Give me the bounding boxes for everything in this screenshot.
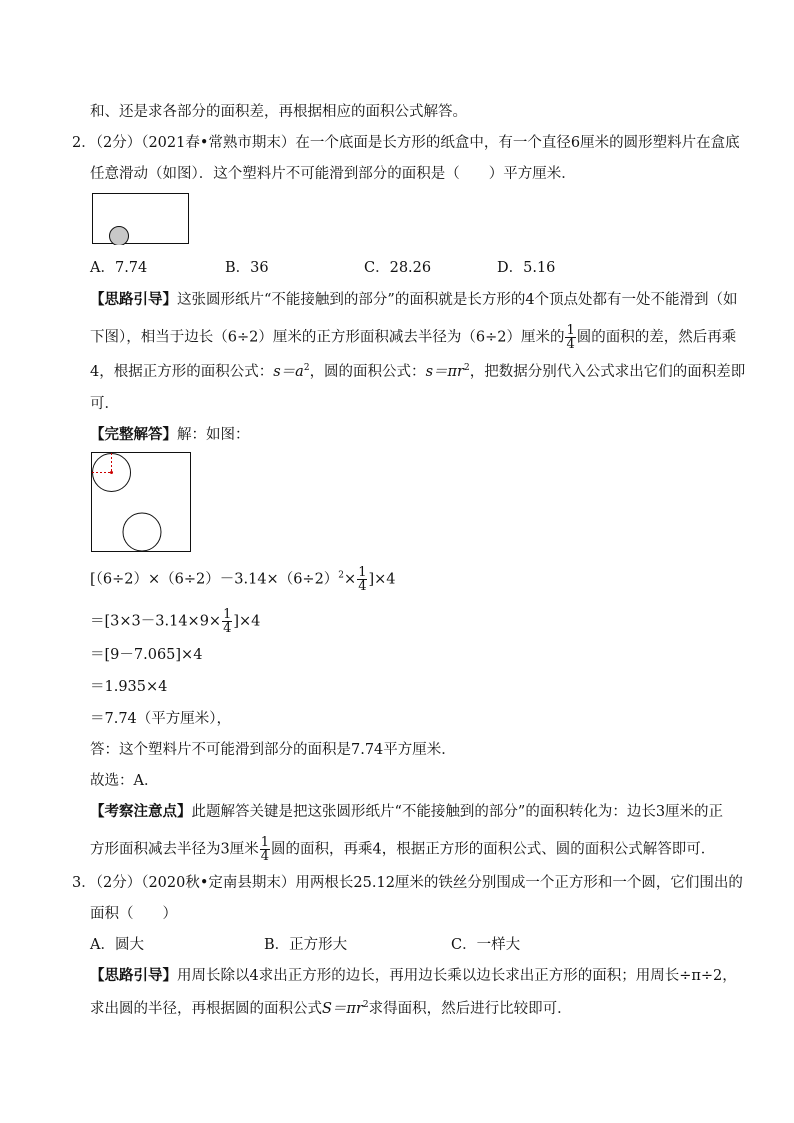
calc-line4: ＝1.935×4 <box>90 679 168 695</box>
q3-stem-line2: 面积（ ） <box>90 906 177 922</box>
q2-hint-line4: 可． <box>90 396 119 412</box>
q2-hint-line1: 【思路引导】这张圆形纸片“不能接触到的部分”的面积就是长方形的4个顶点处都有一处不能滑到（如 <box>90 291 738 308</box>
q2-stem-line2: 任意滑动（如图）．这个塑料片不可能滑到部分的面积是（ ）平方厘米． <box>90 166 576 182</box>
q2-final-answer: 答：这个塑料片不可能滑到部分的面积是7.74平方厘米． <box>90 742 456 758</box>
calc-line2: ＝[3×3－3.14×9× $\frac{1}{4}$ ]×4 <box>90 607 261 636</box>
q3-hint-line1: 【思路引导】用周长除以4求出正方形的边长，再用边长乘以边长求出正方形的面积；用周长÷π÷2， <box>90 967 737 984</box>
q2-option-a: A．7.74 <box>90 260 148 276</box>
hint-label: 【思路引导】 <box>90 967 177 984</box>
calc-line3: ＝[9－7.065]×4 <box>90 647 203 663</box>
calc-line5: ＝7.74（平方厘米）， <box>90 711 232 727</box>
q3-option-a: A．圆大 <box>90 937 144 953</box>
q3-option-c: C．一样大 <box>451 937 521 953</box>
q3-option-b: B．正方形大 <box>264 937 348 953</box>
q3-hint-line2: 求出圆的半径，再根据圆的面积公式$S=\pi r^2$求得面积，然后进行比较即可． <box>90 1000 572 1017</box>
q2-hint-line3: 4，根据正方形的面积公式：$s=a^2$，圆的面积公式：$s=\pi r^2$，把数据分别代入公式求出它们的面积差即 <box>90 363 746 380</box>
q2-answer-intro: 【完整解答】解：如图： <box>90 426 250 443</box>
q2-note-line2: 方形面积减去半径为3厘米 $\frac{1}{4}$ 圆的面积，再乘4，根据正方形的面积公式、圆的面积公式解答即可． <box>90 835 716 864</box>
q2-option-d: D．5.16 <box>497 260 556 276</box>
fraction-quarter: $\frac{1}{4}$ <box>566 323 575 352</box>
intro-text: 和、还是求各部分的面积差，再根据相应的面积公式解答。 <box>90 104 467 120</box>
q2-answer-figure <box>91 452 192 553</box>
q2-choice: 故选：A． <box>90 773 159 789</box>
q2-option-b: B．36 <box>225 260 269 276</box>
answer-label: 【完整解答】 <box>90 426 177 443</box>
q2-box-figure <box>92 193 190 245</box>
hint-label: 【思路引导】 <box>90 291 177 308</box>
q2-option-c: C．28.26 <box>364 260 432 276</box>
q2-stem-line1: 2．（2分）（2021春•常熟市期末）在一个底面是长方形的纸盒中，有一个直径6厘米的圆形塑料片在盒底 <box>72 135 740 151</box>
note-label: 【考察注意点】 <box>90 803 192 820</box>
q3-stem-line1: 3．（2分）（2020秋•定南县期末）用两根长25.12厘米的铁丝分别围成一个正方形和一个圆，它们围出的 <box>72 875 743 891</box>
q2-hint-line2: 下图），相当于边长（6÷2）厘米的正方形面积减去半径为（6÷2）厘米的 $\frac{1}{4}$ 圆的面积的差，然后再乘 <box>90 323 737 352</box>
q2-note-line1: 【考察注意点】此题解答关键是把这张圆形纸片“不能接触到的部分”的面积转化为：边长3厘米的正 <box>90 803 724 820</box>
calc-line1: [$(6\div 2)\times(6\div 2)-3.14\times(6\div 2)^2\times$ $\frac{1}{4}$ ]×4 <box>90 565 396 594</box>
